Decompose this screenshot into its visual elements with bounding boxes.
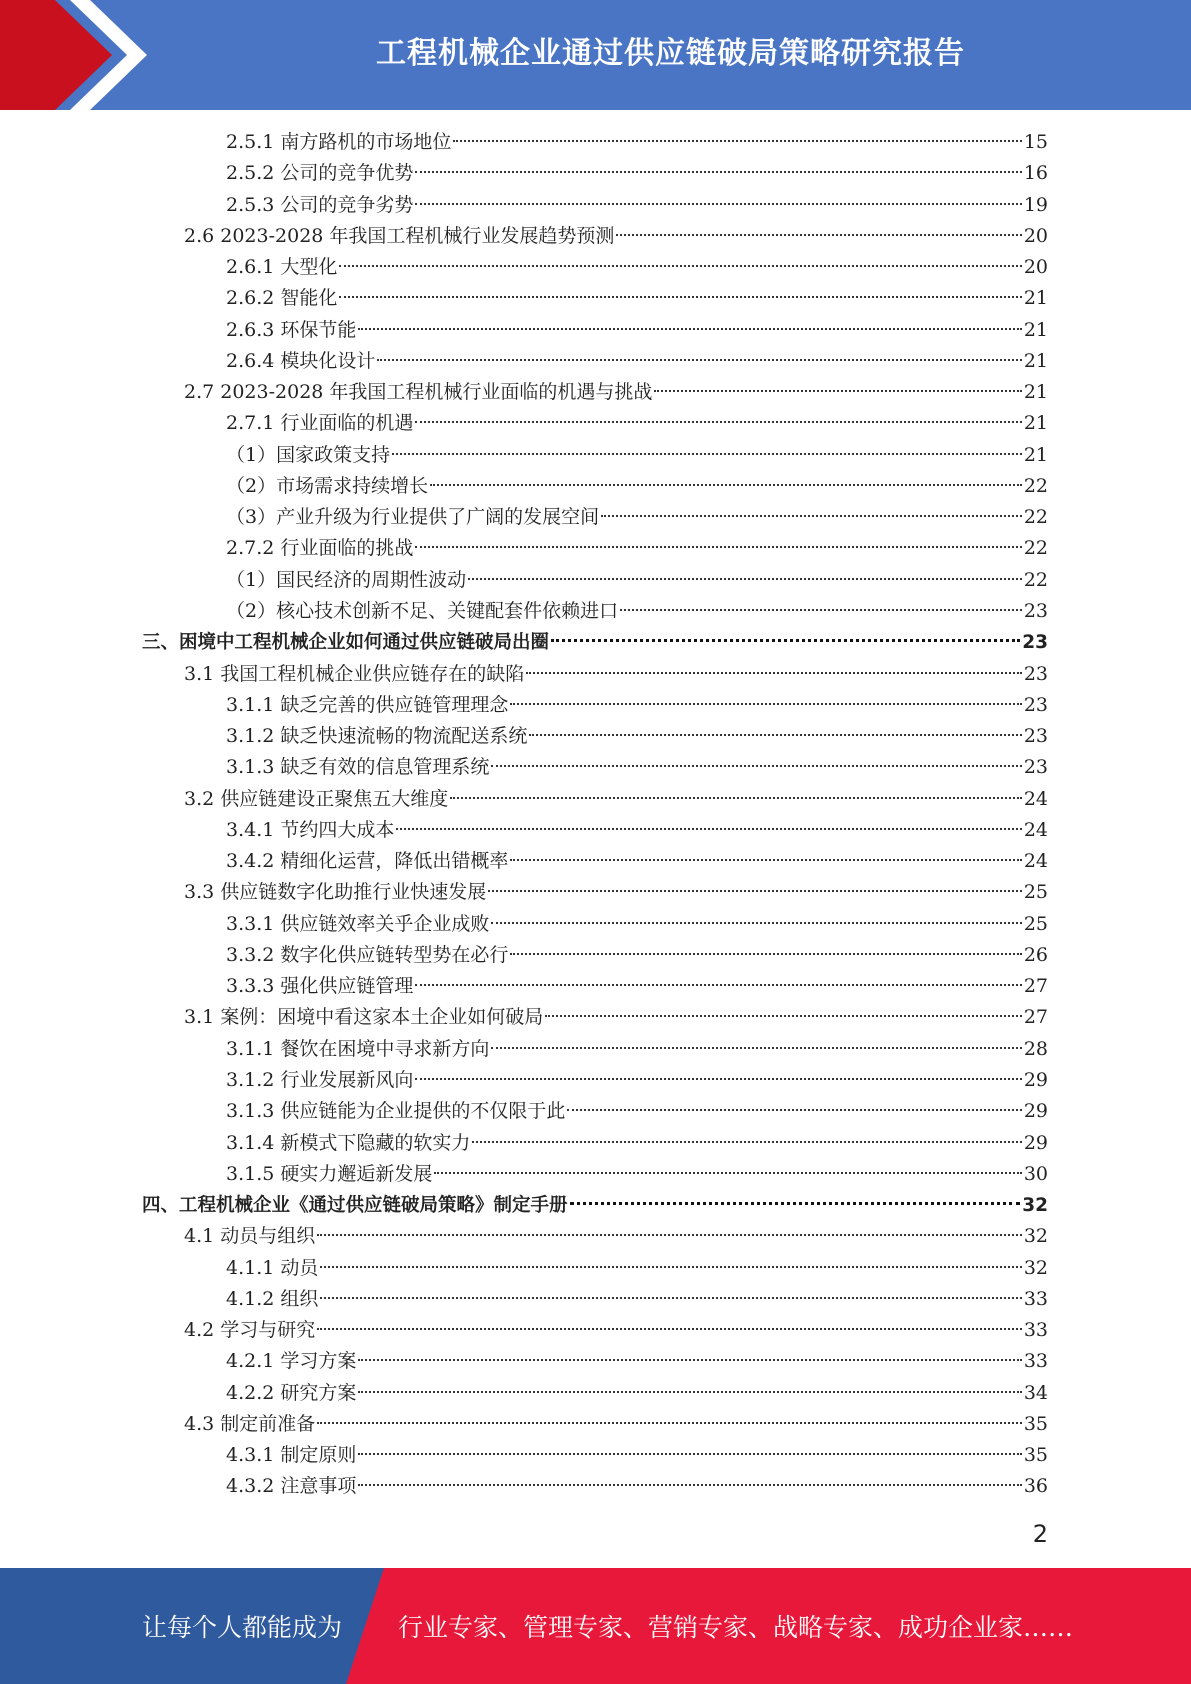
toc-entry[interactable] — [142, 1096, 1048, 1127]
toc-entry-page: 34 — [1023, 1381, 1048, 1404]
toc-dot-leader — [491, 1046, 1021, 1049]
toc-entry-page: 30 — [1023, 1162, 1048, 1185]
toc-entry-page: 35 — [1023, 1412, 1048, 1435]
toc-dot-leader — [620, 608, 1022, 611]
toc-entry[interactable] — [142, 1346, 1048, 1377]
toc-entry[interactable] — [142, 627, 1048, 658]
toc-entry-page: 22 — [1023, 568, 1048, 591]
toc-entry-page: 22 — [1023, 474, 1048, 497]
toc-dot-leader — [377, 358, 1021, 361]
toc-entry-page: 23 — [1023, 599, 1048, 622]
toc-dot-leader — [529, 733, 1021, 736]
toc-entry-page: 24 — [1023, 818, 1048, 841]
toc-entry-title: 2.5.3 公司的竞争劣势 — [226, 193, 414, 216]
toc-entry[interactable] — [142, 1190, 1048, 1221]
toc-entry-page: 20 — [1023, 224, 1048, 247]
page-header — [0, 0, 1191, 110]
toc-entry[interactable] — [142, 1315, 1048, 1346]
toc-entry[interactable] — [142, 1221, 1048, 1252]
toc-entry-page: 27 — [1023, 1006, 1048, 1029]
toc-entry-title: 3.1.3 供应链能为企业提供的不仅限于此 — [226, 1100, 566, 1123]
toc-dot-leader — [415, 202, 1021, 205]
toc-entry[interactable] — [142, 158, 1048, 189]
toc-entry-title: 2.7.1 行业面临的机遇 — [226, 412, 414, 435]
toc-entry[interactable] — [142, 565, 1048, 596]
toc-entry-title: 3.3.2 数字化供应链转型势在必行 — [226, 943, 509, 966]
toc-entry[interactable] — [142, 283, 1048, 314]
toc-dot-leader — [339, 295, 1021, 298]
toc-entry-title: 4.2.1 学习方案 — [226, 1350, 357, 1373]
toc-entry[interactable] — [142, 909, 1048, 940]
toc-entry[interactable] — [142, 659, 1048, 690]
toc-dot-leader — [415, 420, 1021, 423]
toc-dot-leader — [468, 577, 1022, 580]
toc-entry-title: 3.3 供应链数字化助推行业快速发展 — [184, 881, 487, 904]
toc-entry[interactable] — [142, 784, 1048, 815]
footer-slogan-left: 让每个人都能成为 — [142, 1613, 343, 1642]
toc-entry-page: 25 — [1023, 912, 1048, 935]
toc-dot-leader — [396, 827, 1021, 830]
toc-dot-leader — [567, 1108, 1021, 1111]
toc-entry-page: 25 — [1023, 881, 1048, 904]
toc-dot-leader — [491, 921, 1021, 924]
toc-entry[interactable] — [142, 1065, 1048, 1096]
toc-entry-page: 36 — [1023, 1475, 1048, 1498]
toc-entry-title: 3.1.2 缺乏快速流畅的物流配送系统 — [226, 725, 528, 748]
toc-entry[interactable] — [142, 1002, 1048, 1033]
toc-dot-leader — [450, 796, 1022, 799]
toc-entry[interactable] — [142, 440, 1048, 471]
toc-entry-title: （3）产业升级为行业提供了广阔的发展空间 — [226, 506, 600, 529]
footer-slogan-right: 行业专家、管理专家、营销专家、战略专家、成功企业家…… — [398, 1613, 1074, 1642]
toc-entry-page: 16 — [1023, 162, 1048, 185]
toc-entry-title: 4.1.2 组织 — [226, 1287, 319, 1310]
toc-entry-page: 33 — [1023, 1350, 1048, 1373]
toc-entry-title: 三、困境中工程机械企业如何通过供应链破局出圈 — [142, 632, 550, 654]
toc-entry[interactable] — [142, 752, 1048, 783]
toc-entry-page: 28 — [1023, 1037, 1048, 1060]
toc-entry-page: 21 — [1023, 412, 1048, 435]
toc-entry[interactable] — [142, 408, 1048, 439]
toc-entry-title: 3.1.2 行业发展新风向 — [226, 1068, 414, 1091]
toc-entry-title: 2.7.2 行业面临的挑战 — [226, 537, 414, 560]
toc-dot-leader — [510, 702, 1021, 705]
toc-entry[interactable] — [142, 1128, 1048, 1159]
toc-entry-title: （2）市场需求持续增长 — [226, 474, 429, 497]
toc-entry-page: 15 — [1023, 131, 1048, 153]
toc-entry-title: 3.3.3 强化供应链管理 — [226, 975, 414, 998]
toc-entry-title: 3.4.2 精细化运营，降低出错概率 — [226, 850, 509, 873]
toc-dot-leader — [320, 1296, 1021, 1299]
toc-dot-leader — [317, 1233, 1022, 1236]
toc-entry-page: 21 — [1023, 287, 1048, 310]
toc-entry-page: 22 — [1023, 506, 1048, 529]
toc-dot-leader — [339, 264, 1021, 267]
toc-entry-page: 23 — [1023, 693, 1048, 716]
toc-entry-page: 23 — [1022, 632, 1048, 654]
toc-dot-leader — [526, 671, 1022, 674]
toc-dot-leader — [616, 233, 1021, 236]
toc-entry[interactable] — [142, 846, 1048, 877]
toc-entry-title: 2.6.2 智能化 — [226, 287, 338, 310]
toc-entry[interactable] — [142, 1409, 1048, 1440]
toc-entry[interactable] — [142, 815, 1048, 846]
toc-entry[interactable] — [142, 877, 1048, 908]
toc-entry-page: 29 — [1023, 1068, 1048, 1091]
toc-entry[interactable] — [142, 596, 1048, 627]
toc-entry-title: 4.3 制定前准备 — [184, 1412, 316, 1435]
header-chevron-decoration — [0, 0, 170, 110]
toc-entry-page: 29 — [1023, 1131, 1048, 1154]
toc-entry-title: 4.2 学习与研究 — [184, 1319, 316, 1342]
toc-entry-page: 23 — [1023, 725, 1048, 748]
toc-entry[interactable] — [142, 533, 1048, 564]
toc-dot-leader — [570, 1201, 1021, 1205]
toc-entry-page: 21 — [1023, 349, 1048, 372]
toc-entry[interactable] — [142, 221, 1048, 252]
toc-dot-leader — [472, 1140, 1021, 1143]
toc-dot-leader — [317, 1421, 1022, 1424]
table-of-contents — [142, 127, 1048, 1503]
toc-entry-page: 24 — [1023, 787, 1048, 810]
toc-dot-leader — [510, 858, 1021, 861]
toc-entry[interactable] — [142, 1159, 1048, 1190]
toc-entry[interactable] — [142, 690, 1048, 721]
toc-entry-title: 2.6 2023-2028 年我国工程机械行业发展趋势预测 — [184, 224, 615, 247]
toc-entry-title: （2）核心技术创新不足、关键配套件依赖进口 — [226, 599, 619, 622]
toc-entry-title: （1）国家政策支持 — [226, 443, 391, 466]
toc-entry-page: 33 — [1023, 1319, 1048, 1342]
toc-entry-title: （1）国民经济的周期性波动 — [226, 568, 467, 591]
toc-dot-leader — [510, 952, 1021, 955]
page-footer — [0, 1568, 1191, 1684]
toc-dot-leader — [453, 139, 1021, 142]
toc-entry-title: 4.3.1 制定原则 — [226, 1444, 357, 1467]
toc-entry[interactable] — [142, 252, 1048, 283]
toc-entry-title: 3.3.1 供应链效率关乎企业成败 — [226, 912, 490, 935]
toc-dot-leader — [415, 1077, 1021, 1080]
toc-entry[interactable] — [142, 721, 1048, 752]
toc-dot-leader — [320, 1265, 1021, 1268]
toc-entry[interactable] — [142, 940, 1048, 971]
toc-entry-page: 29 — [1023, 1100, 1048, 1123]
toc-entry[interactable] — [142, 971, 1048, 1002]
toc-entry-title: 3.1.1 餐饮在困境中寻求新方向 — [226, 1037, 490, 1060]
toc-dot-leader — [434, 1171, 1021, 1174]
toc-dot-leader — [358, 1483, 1021, 1486]
toc-dot-leader — [358, 1452, 1021, 1455]
toc-entry[interactable] — [142, 1440, 1048, 1471]
toc-entry[interactable] — [142, 346, 1048, 377]
toc-dot-leader — [358, 327, 1021, 330]
toc-entry-page: 35 — [1023, 1444, 1048, 1467]
toc-entry-title: 2.6.4 模块化设计 — [226, 349, 376, 372]
toc-entry[interactable] — [142, 377, 1048, 408]
toc-entry-title: 3.4.1 节约四大成本 — [226, 818, 395, 841]
toc-entry[interactable] — [142, 1471, 1048, 1502]
page-number: 2 — [1032, 1520, 1048, 1548]
toc-dot-leader — [415, 170, 1021, 173]
toc-entry-page: 21 — [1023, 381, 1048, 404]
toc-entry[interactable] — [142, 1378, 1048, 1409]
toc-entry-page: 22 — [1023, 537, 1048, 560]
toc-entry[interactable] — [142, 1253, 1048, 1284]
toc-entry-title: 3.2 供应链建设正聚焦五大维度 — [184, 787, 449, 810]
toc-entry-page: 19 — [1023, 193, 1048, 216]
toc-entry-title: 2.5.2 公司的竞争优势 — [226, 162, 414, 185]
toc-entry-title: 2.6.1 大型化 — [226, 256, 338, 279]
toc-entry-page: 32 — [1023, 1256, 1048, 1279]
toc-entry[interactable] — [142, 502, 1048, 533]
toc-entry[interactable] — [142, 190, 1048, 221]
toc-entry-title: 3.1 案例：困境中看这家本土企业如何破局 — [184, 1006, 544, 1029]
toc-entry-title: 2.6.3 环保节能 — [226, 318, 357, 341]
toc-entry-title: 3.1.4 新模式下隐藏的软实力 — [226, 1131, 471, 1154]
toc-entry-page: 21 — [1023, 443, 1048, 466]
toc-dot-leader — [601, 514, 1022, 517]
toc-entry-page: 32 — [1023, 1225, 1048, 1248]
toc-entry[interactable] — [142, 315, 1048, 346]
toc-entry-title: 四、工程机械企业《通过供应链破局策略》制定手册 — [142, 1195, 568, 1217]
toc-entry-page: 27 — [1023, 975, 1048, 998]
toc-dot-leader — [317, 1327, 1022, 1330]
toc-dot-leader — [551, 638, 1020, 642]
toc-dot-leader — [491, 764, 1021, 767]
toc-dot-leader — [545, 1014, 1022, 1017]
toc-dot-leader — [430, 483, 1022, 486]
toc-entry-title: 2.5.1 南方路机的市场地位 — [226, 131, 452, 153]
toc-entry-title: 3.1.5 硬实力邂逅新发展 — [226, 1162, 433, 1185]
toc-dot-leader — [415, 545, 1021, 548]
toc-dot-leader — [654, 389, 1021, 392]
toc-entry-title: 4.3.2 注意事项 — [226, 1475, 357, 1498]
toc-dot-leader — [358, 1390, 1021, 1393]
toc-entry-title: 3.1.3 缺乏有效的信息管理系统 — [226, 756, 490, 779]
toc-entry-page: 26 — [1023, 943, 1048, 966]
toc-dot-leader — [415, 983, 1021, 986]
toc-entry-page: 32 — [1022, 1195, 1048, 1217]
toc-entry-page: 20 — [1023, 256, 1048, 279]
toc-entry-page: 21 — [1023, 318, 1048, 341]
toc-entry[interactable] — [142, 127, 1048, 158]
toc-entry[interactable] — [142, 1284, 1048, 1315]
toc-dot-leader — [488, 889, 1022, 892]
toc-entry-title: 3.1 我国工程机械企业供应链存在的缺陷 — [184, 662, 525, 685]
toc-entry-title: 4.2.2 研究方案 — [226, 1381, 357, 1404]
toc-entry-title: 4.1 动员与组织 — [184, 1225, 316, 1248]
toc-entry-title: 4.1.1 动员 — [226, 1256, 319, 1279]
toc-entry-page: 23 — [1023, 662, 1048, 685]
toc-entry-page: 33 — [1023, 1287, 1048, 1310]
report-title: 工程机械企业通过供应链破局策略研究报告 — [376, 36, 965, 71]
toc-dot-leader — [358, 1358, 1021, 1361]
toc-entry[interactable] — [142, 1034, 1048, 1065]
toc-entry-page: 23 — [1023, 756, 1048, 779]
toc-entry[interactable] — [142, 471, 1048, 502]
toc-entry-title: 3.1.1 缺乏完善的供应链管理理念 — [226, 693, 509, 716]
toc-entry-page: 24 — [1023, 850, 1048, 873]
toc-entry-title: 2.7 2023-2028 年我国工程机械行业面临的机遇与挑战 — [184, 381, 653, 404]
toc-dot-leader — [392, 452, 1022, 455]
